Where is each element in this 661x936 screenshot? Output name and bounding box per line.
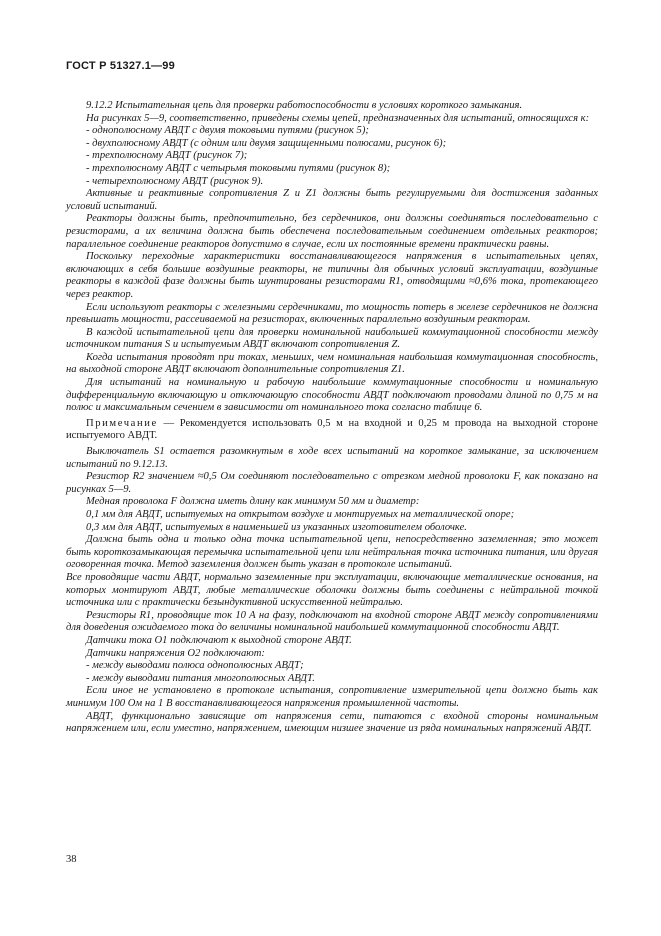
paragraph: АВДТ, функционально зависящие от напряжения сети, питаются с входной стороны номинальным напряжением или, если уместно, напряжением, имеющим низшее значение из ряда номинальных напряжений АВДТ.: [66, 710, 598, 735]
list-item: - двухполюсному АВДТ (с одним или двумя защищенными полюсами, рисунок 6);: [86, 137, 447, 149]
list-item: - трехполюсному АВДТ (рисунок 7);: [86, 150, 248, 162]
paragraph: Если иное не установлено в протоколе испытания, сопротивление измерительной цепи должно быть как минимум 100 Ом на 1 В восстанавливающегося напряжения промышленной частоты.: [66, 685, 598, 709]
paragraph: 0,1 мм для АВДТ, испытуемых на открытом воздухе и монтируемых на металлической опоре;: [86, 509, 515, 520]
paragraph: Резистор R2 значением ≈0,5 Ом соединяют последовательно с отрезком медной проволоки F, как показано на рисунках 5—9.: [66, 471, 598, 495]
body-text: [66, 100, 598, 736]
paragraph: Все проводящие части АВДТ, нормально заземленные при эксплуатации, включающие металлические основания, на которых монтируют АВДТ, любые металлические оболочки должны быть соединены с нейтральной точкой источника или с практически безындуктивной искусственной нейтралью.: [66, 571, 598, 609]
paragraph: Должна быть одна и только одна точка испытательной цепи, непосредственно заземленная; это может быть короткозамыкающая перемычка испытательной цепи или нейтральная точка источника питания, или другая оговоренная точка. Метод заземления должен быть указан в протоколе испытаний.: [66, 534, 598, 571]
list-item: - трехполюсному АВДТ с четырьмя токовыми путями (рисунок 8);: [86, 162, 391, 174]
paragraph: Поскольку переходные характеристики восстанавливающегося напряжения в испытательных цепях, включающих в себя большие воздушные реакторы, не типичны для обычных условий эксплуатации, воздушные реакторы в каждой фазе должны быть шунтированы резисторами R1, отводящими ≈0,6% тока, протекающего через реактор.: [66, 251, 598, 300]
standard-header: ГОСТ Р 51327.1—99: [66, 60, 175, 72]
paragraph: Реакторы должны быть, предпочтительно, без сердечников, они должны соединяться последовательно с резисторами, а их величина должна быть обеспечена последовательным соединением отдельных реакторов; параллельное соединение реакторов допустимо в случае, если их постоянные времени практически равны.: [66, 213, 598, 250]
page-number: 38: [66, 854, 77, 865]
paragraph: Когда испытания проводят при токах, меньших, чем номинальная наибольшая коммутационная способность, на выходной стороне АВДТ включают дополнительные сопротивления Z1.: [66, 351, 598, 376]
paragraph: Датчики тока O1 подключают к выходной стороне АВДТ.: [86, 634, 352, 646]
paragraph: Медная проволока F должна иметь длину как минимум 50 мм и диаметр:: [86, 496, 420, 508]
note: [66, 418, 598, 443]
paragraph: Резисторы R1, проводящие ток 10 А на фазу, подключают на входной стороне АВДТ между сопротивлениями для доведения ожидаемого тока до величины номинальной наибольшей коммутационной способности АВДТ.: [66, 609, 598, 634]
paragraph: Активные и реактивные сопротивления Z и Z1 должны быть регулируемыми для достижения заданных условий испытаний.: [66, 188, 598, 212]
note-label: Примечание: [86, 417, 158, 429]
paragraph: 0,3 мм для АВДТ, испытуемых в наименьшей из указанных изготовителем оболочке.: [86, 521, 467, 533]
paragraph: Для испытаний на номинальную и рабочую наибольшие коммутационные способности и номинальную дифференциальную включающую и отключающую способности АВДТ подключают проводами длиной по 0,75 м на полюс и максимальным сечением в зависимости от номинального тока согласно таблице 6.: [66, 377, 598, 414]
paragraph: Если используют реакторы с железными сердечниками, то мощность потерь в железе сердечников не должна превышать мощности, рассеиваемой на резисторах, включенных параллельно воздушным реакторам.: [66, 301, 598, 326]
paragraph: Датчики напряжения O2 подключают:: [86, 647, 265, 659]
paragraph: В каждой испытательной цепи для проверки номинальной наибольшей коммутационной способности между источником питания S и испытуемым АВДТ включают сопротивления Z.: [66, 326, 598, 351]
note-text: — Рекомендуется использовать 0,5 м на входной и 0,25 м провода на выходной стороне испытуемого АВДТ.: [66, 417, 598, 442]
paragraph: На рисунках 5—9, соответственно, приведены схемы цепей, предназначенных для испытаний, относящихся к:: [86, 112, 590, 124]
paragraph: Выключатель S1 остается разомкнутым в ходе всех испытаний на короткое замыкание, за исключением испытаний по 9.12.13.: [66, 446, 598, 470]
list-item: - четырехполюсному АВДТ (рисунок 9).: [86, 175, 264, 187]
list-item: - однополюсному АВДТ с двумя токовыми путями (рисунок 5);: [86, 125, 369, 137]
list-item: - между выводами питания многополюсных АВДТ.: [86, 672, 315, 684]
list-item: - между выводами полюса однополюсных АВДТ;: [86, 660, 304, 672]
section-heading: 9.12.2 Испытательная цепь для проверки работоспособности в условиях короткого замыкания.: [86, 100, 523, 111]
